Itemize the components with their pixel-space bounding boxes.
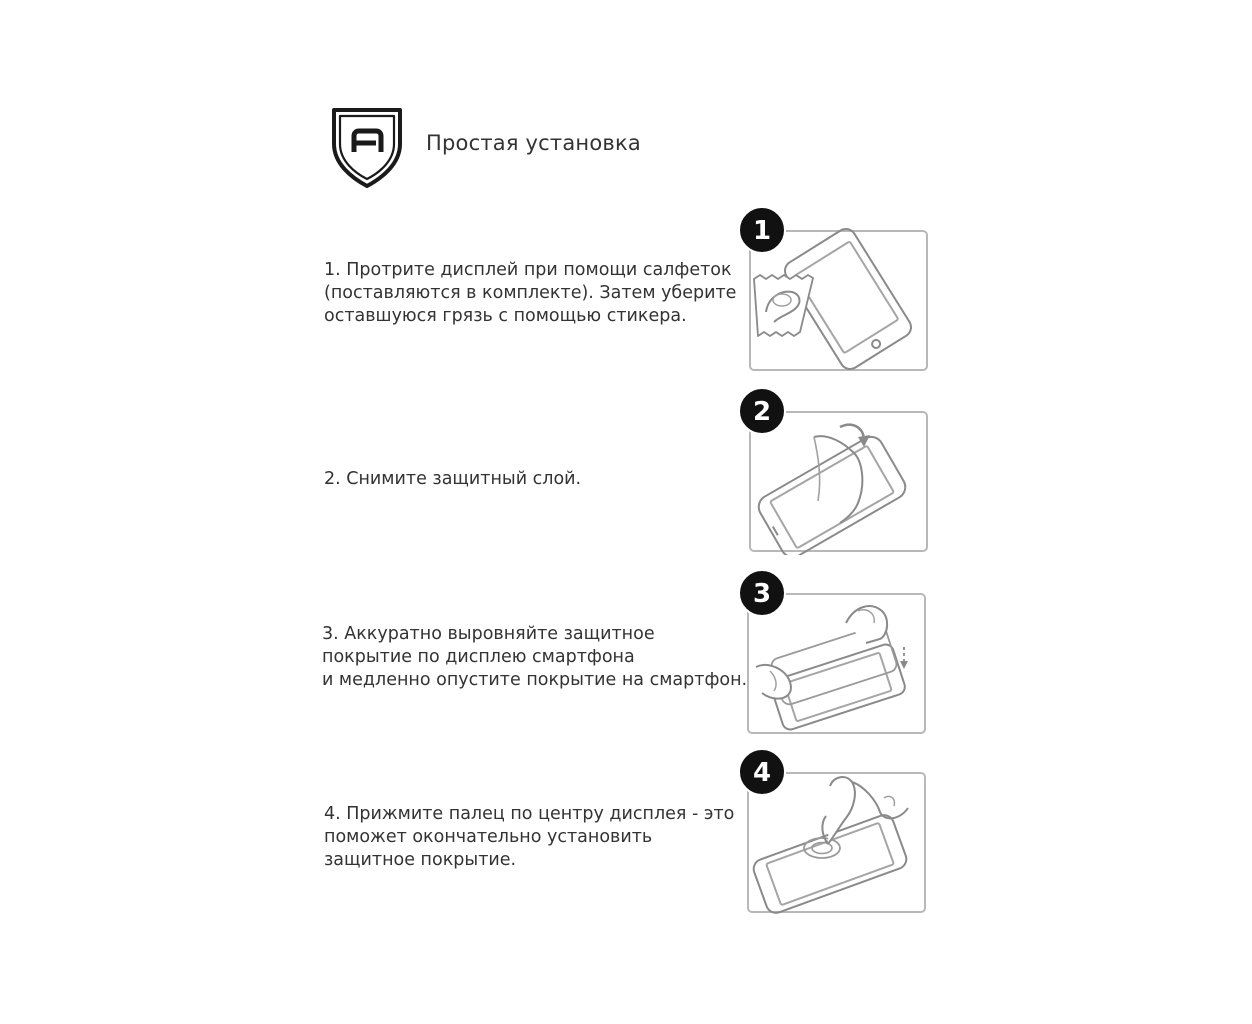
step-1-badge-number: 1	[752, 216, 772, 246]
step-2-illustration	[736, 385, 936, 555]
step-4-badge-number: 4	[752, 758, 772, 788]
step-4-illustration	[734, 746, 934, 916]
page-title: Простая установка	[426, 131, 641, 155]
align-film-icon	[734, 567, 934, 737]
step-3-badge-number: 3	[752, 579, 772, 609]
peel-film-icon	[736, 385, 936, 555]
step-4-line-3: защитное покрытие.	[324, 850, 517, 870]
step-4-line-2: поможет окончательно установить	[324, 827, 653, 847]
step-1-line-2: (поставляются в комплекте). Затем уберите	[324, 283, 737, 303]
header	[330, 106, 641, 190]
wipe-screen-icon	[736, 204, 936, 374]
shield-logo-icon	[330, 106, 404, 190]
step-2-text	[324, 468, 581, 491]
step-4-line-1: 4. Прижмите палец по центру дисплея - это	[324, 804, 735, 824]
step-2-badge-number: 2	[752, 397, 772, 427]
step-3-line-2: покрытие по дисплею смартфона	[322, 647, 635, 667]
step-3-line-3: и медленно опустите покрытие на смартфон.	[322, 670, 748, 690]
step-3-line-1: 3. Аккуратно выровняйте защитное	[322, 624, 655, 644]
step-2-line-1: 2. Снимите защитный слой.	[324, 469, 582, 489]
step-3-illustration	[734, 567, 934, 737]
step-1-line-3: оставшуюся грязь с помощью стикера.	[324, 306, 687, 326]
step-1-text	[324, 259, 736, 328]
step-4-text	[324, 803, 734, 872]
press-center-icon	[734, 746, 934, 916]
step-1-illustration	[736, 204, 936, 374]
step-3-text	[322, 623, 747, 692]
step-1-line-1: 1. Протрите дисплей при помощи салфеток	[324, 260, 732, 280]
